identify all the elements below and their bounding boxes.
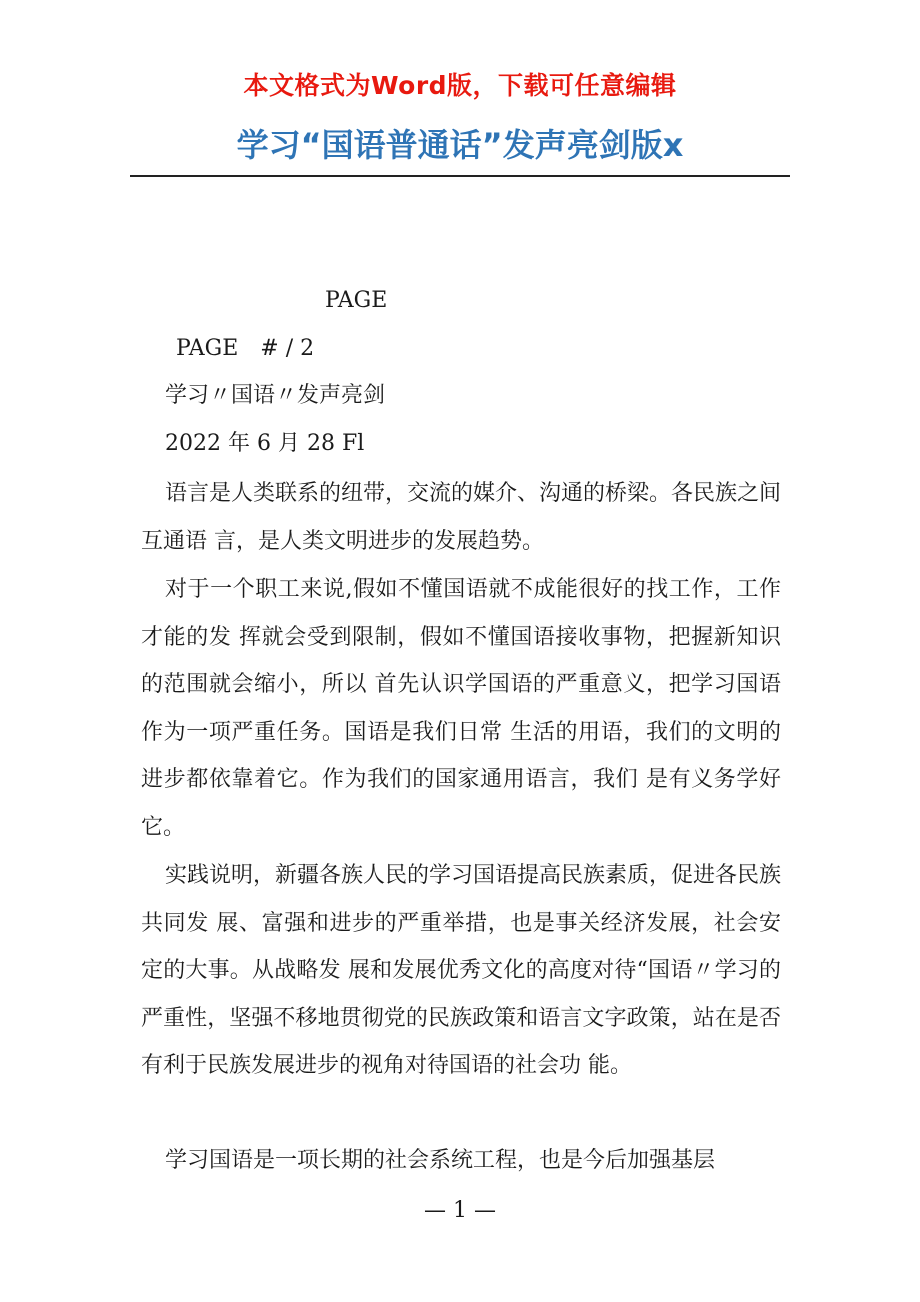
page-footer: — 1 — [424, 1198, 496, 1223]
paragraph-4: 学习国语是一项长期的社会系统工程，也是今后加强基层 [165, 1148, 716, 1173]
download-banner: 本文格式为Word版，下载可任意编辑 [243, 71, 677, 100]
doc-date: 2022 年 6 月 28 Fl [165, 431, 365, 456]
title-divider [130, 175, 790, 177]
doc-heading: 学习〃国语〃发声亮剑 [165, 383, 386, 408]
page-number-field: PAGE # / 2 [176, 336, 315, 361]
paragraph-2: 对于一个职工来说,假如不懂国语就不成能很好的找工作，工作才能的发 挥就会受到限制，假如不懂国语接收事物，把握新知识的范围就会缩小，所以 首先认识学国语的严重意义，把学习国语作为一项严重任务。国语是我们日常 生活的用语，我们的文明的进步都依靠着它。作为我们的国家通用语言，我们 是有义务学好它。 [141, 577, 781, 840]
page-field: PAGE [325, 288, 388, 313]
document-title: 学习“国语普通话”发声亮剑版x [236, 126, 684, 164]
paragraph-1: 语言是人类联系的纽带，交流的媒介、沟通的桥梁。各民族之间互通语 言，是人类文明进步的发展趋势。 [141, 481, 782, 554]
paragraph-3: 实践说明，新疆各族人民的学习国语提高民族素质，促进各民族共同发 展、富强和进步的严重举措，也是事关经济发展，社会安定的大事。从战略发 展和发展优秀文化的高度对待“国语〃学习的严重性，坚强不移地贯彻党的民族政策和语言文字政策，站在是否有利于民族发展进步的视角对待国语的社会功 能。 [141, 863, 782, 1078]
